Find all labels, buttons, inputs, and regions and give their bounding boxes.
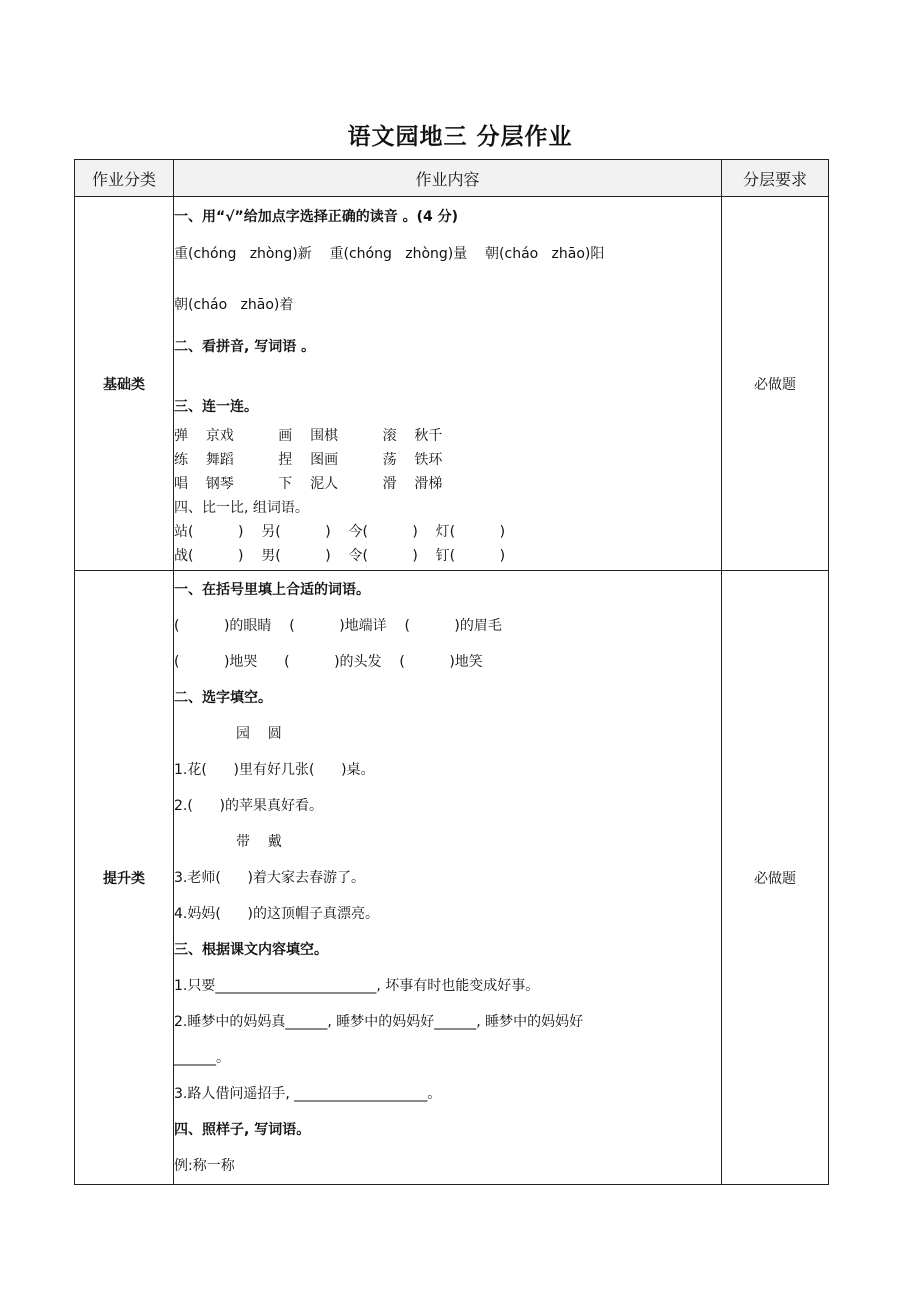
- advanced-content: [174, 571, 722, 1185]
- basic-q3-title: 三、连一连。: [174, 399, 258, 415]
- choice-words-1: 园 圆: [236, 726, 282, 742]
- advanced-q4-title: 四、照样子, 写词语。: [174, 1122, 311, 1138]
- text-fill-row: ______。: [174, 1050, 230, 1066]
- advanced-q1-title: 一、在括号里填上合适的词语。: [174, 582, 370, 598]
- page-title: 语文园地三 分层作业: [347, 124, 573, 150]
- choice-item: 3.老师( )着大家去春游了。: [174, 870, 365, 886]
- basic-content: [174, 197, 722, 571]
- text-fill-row: 1.只要_______________________, 坏事有时也能变成好事。: [174, 978, 540, 994]
- choice-item: 4.妈妈( )的这顶帽子真漂亮。: [174, 906, 379, 922]
- header-row: [75, 160, 829, 197]
- homework-table: [74, 159, 829, 1185]
- example-text: 例:称一称: [174, 1158, 235, 1174]
- compare-row: 站( ) 另( ) 今( ) 灯( ): [174, 524, 506, 540]
- advanced-q3-title: 三、根据课文内容填空。: [174, 942, 328, 958]
- choice-item: 1.花( )里有好几张( )桌。: [174, 762, 375, 778]
- basic-requirement: 必做题: [722, 197, 829, 571]
- advanced-category: 提升类: [75, 571, 174, 1185]
- header-requirement: 分层要求: [722, 160, 829, 197]
- fill-row: ( )的眼睛 ( )地端详 ( )的眉毛: [174, 618, 502, 634]
- match-row: 唱 钢琴 下 泥人 滑 滑梯: [174, 476, 443, 492]
- basic-q4-title: 四、比一比, 组词语。: [174, 500, 309, 516]
- choice-item: 2.( )的苹果真好看。: [174, 798, 323, 814]
- match-block: [174, 424, 721, 568]
- basic-q1-line1: 重(chóng zhòng)新 重(chóng zhòng)量 朝(cháo zhāo)阳: [174, 246, 605, 262]
- match-row: 弹 京戏 画 围棋 滚 秋千: [174, 428, 443, 444]
- advanced-q2-title: 二、选字填空。: [174, 690, 272, 706]
- text-fill-row: 3.路人借问遥招手, ___________________。: [174, 1086, 442, 1102]
- fill-row: ( )地哭 ( )的头发 ( )地笑: [174, 654, 483, 670]
- basic-q1-title: 一、用“√”给加点字选择正确的读音 。(4 分): [174, 209, 459, 225]
- basic-q1-line2: 朝(cháo zhāo)着: [174, 297, 294, 313]
- header-category: 作业分类: [75, 160, 174, 197]
- basic-row: [75, 197, 829, 571]
- text-fill-row: 2.睡梦中的妈妈真______, 睡梦中的妈妈好______, 睡梦中的妈妈好: [174, 1014, 584, 1030]
- compare-row: 战( ) 男( ) 令( ) 钉( ): [174, 548, 506, 564]
- advanced-row: [75, 571, 829, 1185]
- match-row: 练 舞蹈 捏 图画 荡 铁环: [174, 452, 443, 468]
- advanced-requirement: 必做题: [722, 571, 829, 1185]
- header-content: 作业内容: [174, 160, 722, 197]
- choice-words-2: 带 戴: [236, 834, 282, 850]
- basic-category: 基础类: [75, 197, 174, 571]
- basic-q2-title: 二、看拼音, 写词语 。: [174, 339, 316, 355]
